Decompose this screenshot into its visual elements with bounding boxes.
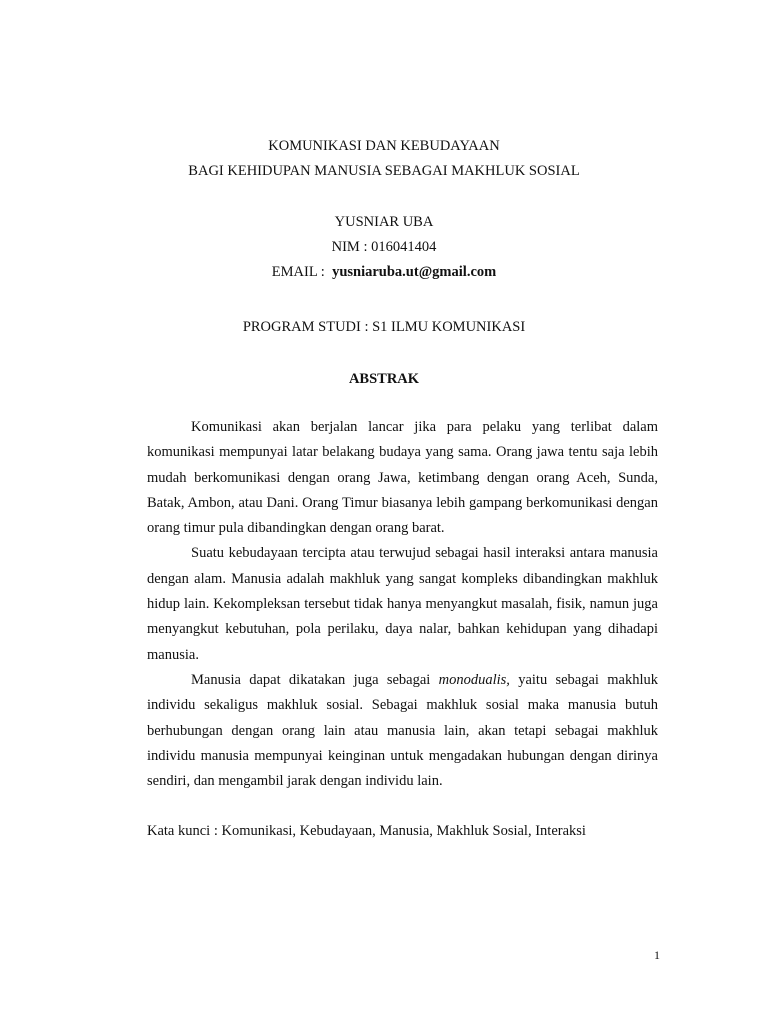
monodualis-term: monodualis, bbox=[438, 671, 510, 688]
paragraph-3-start: Manusia dapat dikatakan juga sebagai bbox=[191, 671, 439, 688]
email-label: EMAIL : bbox=[271, 264, 325, 280]
keywords-line: Kata kunci : Komunikasi, Kebudayaan, Manusia, Makhluk Sosial, Interaksi bbox=[147, 823, 586, 839]
abstract-heading: ABSTRAK bbox=[348, 371, 420, 387]
abstract-paragraph-1: Komunikasi akan berjalan lancar jika para pelaku yang terlibat dalam komunikasi mempunyai latar belakang budaya yang sama. Orang jawa tentu saja lebih mudah berkomunikasi dengan orang Jawa, ketimbang dengan orang Aceh, Sunda, Batak, Ambon, atau Dani. Orang Timur biasanya lebih gampang berkomunikasi dengan orang timur pula dibandingkan dengan orang barat. bbox=[147, 419, 658, 537]
student-id: NIM : 016041404 bbox=[331, 239, 437, 255]
title-line-1: KOMUNIKASI DAN KEBUDAYAAN bbox=[268, 138, 500, 154]
paragraph-3-rest: yaitu sebagai makhluk individu sekaligus makhluk sosial. Sebagai makhluk sosial maka manusia butuh berhubungan dengan orang lain atau manusia lain, akan tetapi sebagai makhluk individu manusia mempunyai keinginan untuk mengadakan hubungan dengan dirinya sendiri, dan mengambil jarak dengan individu lain. bbox=[147, 671, 658, 790]
study-program: PROGRAM STUDI : S1 ILMU KOMUNIKASI bbox=[242, 319, 526, 335]
email-line bbox=[0, 263, 768, 281]
abstract-body bbox=[147, 415, 658, 794]
author-name: YUSNIAR UBA bbox=[334, 214, 434, 230]
title-line-2: BAGI KEHIDUPAN MANUSIA SEBAGAI MAKHLUK SOSIAL bbox=[188, 163, 580, 179]
page-number: 1 bbox=[654, 948, 660, 962]
email-address: yusniaruba.ut@gmail.com bbox=[332, 264, 497, 280]
abstract-paragraph-2: Suatu kebudayaan tercipta atau terwujud sebagai hasil interaksi antara manusia dengan alam. Manusia adalah makhluk yang sangat kompleks dibandingkan makhluk hidup lain. Kekompleksan tersebut tidak hanya menyangkut masalah, fisik, namun juga menyangkut kebutuhan, pola perilaku, daya nalar, bahkan kehidupan yang dihadapi manusia. bbox=[147, 545, 658, 663]
abstract-paragraph-3 bbox=[147, 668, 658, 794]
